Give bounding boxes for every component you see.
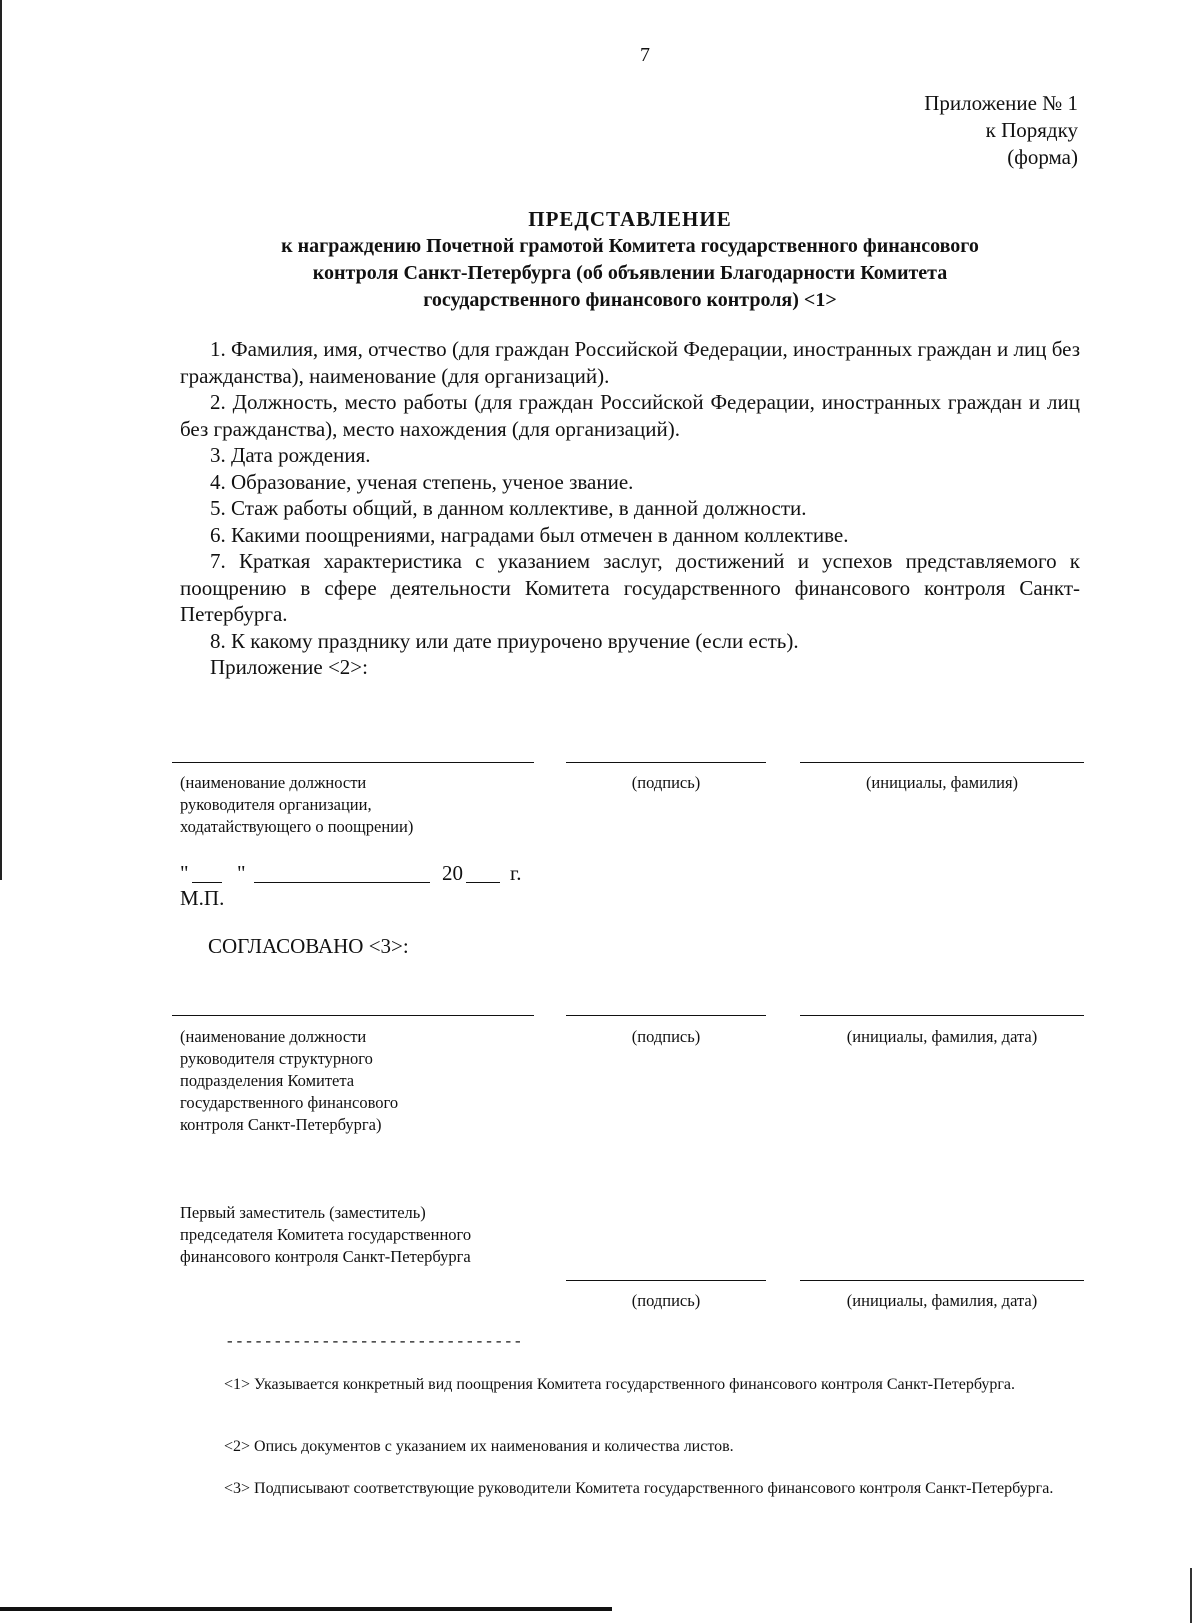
scan-edge-left — [0, 0, 2, 880]
footnote-3-text: <3> Подписывают соответствующие руководители Комитета государственного финансового контроля Санкт-Петербурга. — [224, 1480, 1054, 1497]
position-label-1 — [180, 772, 520, 838]
deputy-title-line-3: финансового контроля Санкт-Петербурга — [180, 1247, 471, 1266]
position-label-1-line-2: руководителя организации, — [180, 795, 372, 814]
appendix-line-2: к Порядку — [985, 118, 1078, 142]
date-close-quote: " — [237, 861, 246, 885]
form-item-1: 1. Фамилия, имя, отчество (для граждан Российской Федерации, иностранных граждан и лиц без гражданства), наименование (для организаций). — [180, 337, 1080, 388]
position-label-2-line-4: государственного финансового — [180, 1093, 399, 1112]
signature-label-1: (подпись) — [631, 773, 701, 792]
position-label-2-line-1: (наименование должности — [180, 1027, 367, 1046]
position-line-1[interactable] — [172, 762, 534, 763]
title-line-4: государственного финансового контроля) <1> — [423, 289, 837, 311]
deputy-chairman-title — [180, 1202, 560, 1268]
signature-line-2[interactable] — [566, 1015, 766, 1016]
footnote-2 — [172, 1436, 1077, 1458]
footnote-separator: ------------------------------- — [225, 1333, 523, 1351]
appendix-line-3: (форма) — [1007, 145, 1078, 169]
position-label-2-line-3: подразделения Комитета — [180, 1071, 355, 1090]
form-item-2: 2. Должность, место работы (для граждан Российской Федерации, иностранных граждан и лиц без гражданства), место нахождения (для организаций). — [180, 390, 1080, 441]
footnote-1 — [172, 1374, 1077, 1396]
name-label-2: (инициалы, фамилия, дата) — [846, 1027, 1038, 1046]
position-label-1-line-1: (наименование должности — [180, 773, 367, 792]
footnote-1-text: <1> Указывается конкретный вид поощрения Комитета государственного финансового контроля Санкт-Петербурга. — [224, 1376, 1016, 1393]
attachment-label: Приложение <2>: — [210, 655, 368, 679]
date-year-suffix: г. — [510, 861, 522, 885]
position-label-2 — [180, 1026, 520, 1136]
form-item-7: 7. Краткая характеристика с указанием заслуг, достижений и успехов представляемого к поощрению в сфере деятельности Комитета государственного финансового контроля Санкт-Петербурга. — [180, 549, 1080, 626]
document-title — [170, 206, 1090, 314]
agreed-heading: СОГЛАСОВАНО <3>: — [208, 934, 409, 958]
appendix-line-1: Приложение № 1 — [924, 91, 1078, 115]
date-month-blank[interactable] — [254, 882, 430, 883]
date-open-quote: " — [180, 861, 189, 885]
appendix-header — [924, 90, 1078, 171]
position-label-2-line-5: контроля Санкт-Петербурга) — [180, 1115, 382, 1134]
form-item-6: 6. Какими поощрениями, наградами был отмечен в данном коллективе. — [210, 522, 849, 547]
form-items-list — [180, 336, 1080, 681]
title-line-1: ПРЕДСТАВЛЕНИЕ — [528, 207, 732, 231]
footnote-3 — [172, 1478, 1077, 1500]
position-label-1-line-3: ходатайствующего о поощрении) — [180, 817, 414, 836]
stamp-mark: М.П. — [180, 886, 225, 910]
scan-edge-right — [1190, 1568, 1192, 1623]
name-line-1[interactable] — [800, 762, 1084, 763]
date-day-blank[interactable] — [192, 882, 222, 883]
signature-label-3: (подпись) — [631, 1291, 701, 1310]
footnote-2-text: <2> Опись документов с указанием их наименования и количества листов. — [224, 1438, 734, 1455]
date-line — [180, 860, 540, 890]
date-year-blank[interactable] — [466, 882, 500, 883]
deputy-title-line-1: Первый заместитель (заместитель) — [180, 1203, 426, 1222]
name-label-1: (инициалы, фамилия) — [865, 773, 1019, 792]
date-year-prefix: 20 — [442, 861, 463, 885]
form-item-5: 5. Стаж работы общий, в данном коллективе, в данной должности. — [210, 496, 807, 520]
signature-line-3[interactable] — [566, 1280, 766, 1281]
name-line-2[interactable] — [800, 1015, 1084, 1016]
title-line-3: контроля Санкт-Петербурга (об объявлении Благодарности Комитета — [312, 262, 948, 284]
name-line-3[interactable] — [800, 1280, 1084, 1281]
title-line-2: к награждению Почетной грамотой Комитета государственного финансового — [281, 235, 979, 257]
form-item-4: 4. Образование, ученая степень, ученое звание. — [210, 469, 634, 494]
deputy-title-line-2: председателя Комитета государственного — [180, 1225, 472, 1244]
form-item-8: 8. К какому празднику или дате приурочено вручение (если есть). — [210, 628, 799, 653]
position-label-2-line-2: руководителя структурного — [180, 1049, 373, 1068]
signature-label-2: (подпись) — [631, 1027, 701, 1046]
form-item-3: 3. Дата рождения. — [210, 443, 371, 467]
position-line-2[interactable] — [172, 1015, 534, 1016]
name-label-3: (инициалы, фамилия, дата) — [846, 1291, 1038, 1310]
signature-line-1[interactable] — [566, 762, 766, 763]
page-number: 7 — [640, 44, 650, 66]
scan-edge-bottom — [0, 1607, 612, 1611]
